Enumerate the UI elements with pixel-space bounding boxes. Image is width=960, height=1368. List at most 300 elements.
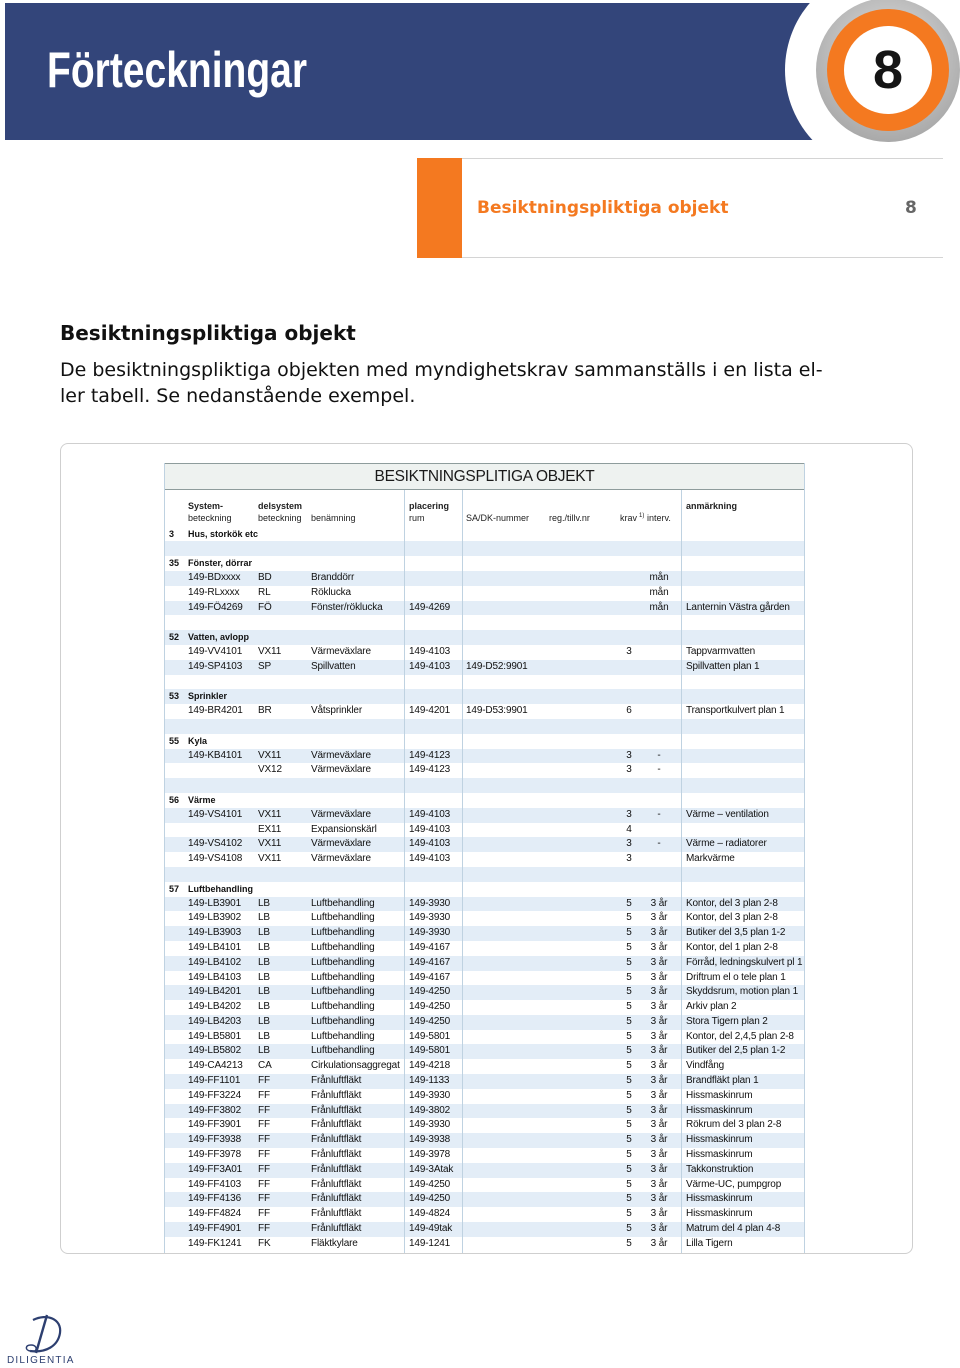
logo-text: DILIGENTIA bbox=[7, 1355, 75, 1366]
cell-del: FF bbox=[258, 1149, 270, 1161]
cell-anm: Värme – radiatorer bbox=[686, 838, 767, 850]
table-row bbox=[165, 1133, 804, 1148]
cell-group: Fönster, dörrar bbox=[188, 558, 253, 569]
cell-krav: 5 bbox=[626, 912, 632, 924]
cell-interv: 3 år bbox=[650, 1001, 668, 1013]
cell-rum: 149-5801 bbox=[409, 1030, 451, 1042]
cell-num: 35 bbox=[169, 558, 180, 569]
cell-ben: Frånluftfläkt bbox=[311, 1223, 362, 1235]
cell-ben: Luftbehandling bbox=[311, 1001, 375, 1013]
cell-sys: 149-FF3978 bbox=[188, 1149, 241, 1161]
table-row bbox=[165, 1000, 804, 1015]
cell-sys: 149-FF4824 bbox=[188, 1208, 241, 1220]
cell-sys: 149-CA4213 bbox=[188, 1060, 243, 1072]
cell-rum: 149-4103 bbox=[409, 645, 451, 657]
cell-rum: 149-1241 bbox=[409, 1237, 451, 1249]
cell-ben: Luftbehandling bbox=[311, 1030, 375, 1042]
cell-ben: Värmeväxlare bbox=[311, 764, 371, 776]
cell-interv: - bbox=[657, 838, 661, 850]
chapter-number: 8 bbox=[872, 40, 904, 100]
cell-krav: 3 bbox=[626, 764, 632, 776]
cell-sys: 149-FF3802 bbox=[188, 1104, 241, 1116]
column-divider bbox=[462, 490, 463, 1253]
cell-interv: 3 år bbox=[650, 1208, 668, 1220]
table-row bbox=[165, 1207, 804, 1222]
cell-anm: Hissmaskinrum bbox=[686, 1193, 753, 1205]
table-row bbox=[165, 660, 804, 675]
cell-anm: Värme – ventilation bbox=[686, 808, 769, 820]
spacer-row bbox=[165, 541, 804, 556]
table-row bbox=[165, 911, 804, 926]
cell-anm: Hissmaskinrum bbox=[686, 1104, 753, 1116]
cell-ben: Luftbehandling bbox=[311, 1045, 375, 1057]
chapter-title: Förteckningar bbox=[47, 42, 308, 98]
cell-krav: 3 bbox=[626, 749, 632, 761]
intro-paragraph-line: ler tabell. Se nedanstående exempel. bbox=[60, 385, 416, 407]
table-row bbox=[165, 941, 804, 956]
cell-del: FF bbox=[258, 1134, 270, 1146]
cell-rum: 149-4167 bbox=[409, 941, 451, 953]
cell-anm: Driftrum el o tele plan 1 bbox=[686, 971, 786, 983]
table-title: BESIKTNINGSPLITIGA OBJEKT bbox=[165, 463, 804, 490]
cell-sys: 149-VS4101 bbox=[188, 808, 243, 820]
cell-interv: - bbox=[657, 808, 661, 820]
cell-krav: 5 bbox=[626, 1030, 632, 1042]
cell-group: Luftbehandling bbox=[188, 883, 253, 894]
col-header-remark: anmärkning bbox=[686, 501, 738, 511]
cell-anm: Takkonstruktion bbox=[686, 1163, 754, 1175]
cell-ben: Frånluftfläkt bbox=[311, 1134, 362, 1146]
col-header-name: benämning bbox=[311, 513, 356, 523]
cell-num: 56 bbox=[169, 794, 180, 805]
cell-krav: 5 bbox=[626, 1193, 632, 1205]
cell-interv: 3 år bbox=[650, 1223, 668, 1235]
cell-num: 57 bbox=[169, 883, 180, 894]
cell-anm: Skyddsrum, motion plan 1 bbox=[686, 986, 799, 998]
column-divider bbox=[404, 490, 405, 1253]
table-row bbox=[165, 852, 804, 867]
table-row bbox=[165, 1163, 804, 1178]
cell-anm: Butiker del 3,5 plan 1-2 bbox=[686, 927, 786, 939]
cell-interv: 3 år bbox=[650, 1104, 668, 1116]
table-row bbox=[165, 926, 804, 941]
cell-ben: Branddörr bbox=[311, 571, 355, 583]
cell-sys: 149-VV4101 bbox=[188, 645, 243, 657]
cell-sys: 149-FF3A01 bbox=[188, 1163, 243, 1175]
col-header-subsystem: delsystem bbox=[258, 501, 303, 511]
cell-rum: 149-4103 bbox=[409, 853, 451, 865]
table-row bbox=[165, 1104, 804, 1119]
cell-rum: 149-3930 bbox=[409, 912, 451, 924]
cell-rum: 149-5801 bbox=[409, 1045, 451, 1057]
cell-rum: 149-4103 bbox=[409, 660, 451, 672]
cell-del: LB bbox=[258, 1001, 270, 1013]
table-row bbox=[165, 601, 804, 616]
cell-del: FF bbox=[258, 1119, 270, 1131]
cell-sadk: 149-D52:9901 bbox=[466, 660, 528, 672]
cell-krav: 5 bbox=[626, 971, 632, 983]
cell-num: 53 bbox=[169, 691, 180, 702]
cell-anm: Transportkulvert plan 1 bbox=[686, 705, 785, 717]
cell-anm: Kontor, del 3 plan 2-8 bbox=[686, 897, 778, 909]
cell-del: LB bbox=[258, 971, 270, 983]
cell-krav: 5 bbox=[626, 1149, 632, 1161]
cell-krav: 5 bbox=[626, 897, 632, 909]
cell-del: FF bbox=[258, 1104, 270, 1116]
cell-rum: 149-3930 bbox=[409, 897, 451, 909]
spacer-row bbox=[165, 675, 804, 690]
cell-sys: 149-FF4901 bbox=[188, 1223, 241, 1235]
cell-group: Sprinkler bbox=[188, 691, 228, 702]
cell-anm: Rökrum del 3 plan 2-8 bbox=[686, 1119, 782, 1131]
cell-krav: 5 bbox=[626, 1208, 632, 1220]
table-row bbox=[165, 749, 804, 764]
cell-rum: 149-4103 bbox=[409, 808, 451, 820]
cell-ben: Luftbehandling bbox=[311, 971, 375, 983]
group-header-row bbox=[165, 527, 804, 542]
cell-anm: Tappvarmvatten bbox=[686, 645, 756, 657]
col-header-requirement-label: krav bbox=[620, 513, 638, 523]
cell-ben: Röklucka bbox=[311, 586, 351, 598]
cell-del: FK bbox=[258, 1237, 271, 1249]
spacer-row bbox=[165, 719, 804, 734]
cell-rum: 149-3930 bbox=[409, 927, 451, 939]
table-row bbox=[165, 586, 804, 601]
cell-anm: Förråd, ledningskulvert pl 1 bbox=[686, 956, 803, 968]
table-row bbox=[165, 645, 804, 660]
cell-krav: 5 bbox=[626, 1060, 632, 1072]
cell-rum: 149-3802 bbox=[409, 1104, 451, 1116]
table-row bbox=[165, 571, 804, 586]
cell-interv: 3 år bbox=[650, 1149, 668, 1161]
cell-anm: Spillvatten plan 1 bbox=[686, 660, 760, 672]
cell-interv: 3 år bbox=[650, 912, 668, 924]
cell-krav: 4 bbox=[626, 823, 632, 835]
cell-sys: 149-FÖ4269 bbox=[188, 601, 243, 613]
table-row bbox=[165, 1118, 804, 1133]
cell-ben: Värmeväxlare bbox=[311, 853, 371, 865]
group-header-row bbox=[165, 793, 804, 808]
cell-ben: Luftbehandling bbox=[311, 956, 375, 968]
cell-rum: 149-4250 bbox=[409, 1001, 451, 1013]
cell-del: FF bbox=[258, 1163, 270, 1175]
cell-sys: 149-VS4102 bbox=[188, 838, 243, 850]
cell-ben: Frånluftfläkt bbox=[311, 1149, 362, 1161]
cell-rum: 149-4201 bbox=[409, 705, 451, 717]
cell-ben: Fläktkylare bbox=[311, 1237, 358, 1249]
col-header-system-sub: beteckning bbox=[188, 513, 232, 523]
table-row bbox=[165, 837, 804, 852]
intro-paragraph-line: De besiktningspliktiga objekten med myndighetskrav sammanställs i en lista el- bbox=[60, 359, 823, 381]
cell-anm: Lilla Tigern bbox=[686, 1237, 733, 1249]
cell-anm: Vindfång bbox=[686, 1060, 725, 1072]
cell-interv: 3 år bbox=[650, 1045, 668, 1057]
table-row bbox=[165, 956, 804, 971]
col-header-system: System- bbox=[188, 501, 224, 511]
table-row bbox=[165, 1192, 804, 1207]
cell-interv: 3 år bbox=[650, 1030, 668, 1042]
cell-del: FF bbox=[258, 1193, 270, 1205]
cell-sys: 149-LB4102 bbox=[188, 956, 241, 968]
cell-sys: 149-LB3901 bbox=[188, 897, 241, 909]
table-row bbox=[165, 1015, 804, 1030]
col-header-sadk-number: SA/DK-nummer bbox=[466, 513, 530, 523]
table-row bbox=[165, 985, 804, 1000]
cell-ben: Värmeväxlare bbox=[311, 838, 371, 850]
cell-del: LB bbox=[258, 941, 270, 953]
cell-rum: 149-3938 bbox=[409, 1134, 451, 1146]
col-header-subsystem-sub: beteckning bbox=[258, 513, 302, 523]
cell-interv: 3 år bbox=[650, 986, 668, 998]
cell-ben: Frånluftfläkt bbox=[311, 1089, 362, 1101]
cell-ben: Frånluftfläkt bbox=[311, 1208, 362, 1220]
cell-del: VX11 bbox=[258, 853, 282, 865]
group-header-row bbox=[165, 630, 804, 645]
cell-anm: Butiker del 2,5 plan 1-2 bbox=[686, 1045, 786, 1057]
cell-ben: Värmeväxlare bbox=[311, 645, 371, 657]
cell-rum: 149-3930 bbox=[409, 1089, 451, 1101]
cell-interv: mån bbox=[649, 571, 669, 583]
cell-interv: 3 år bbox=[650, 897, 668, 909]
cell-del: SP bbox=[258, 660, 272, 672]
cell-krav: 3 bbox=[626, 808, 632, 820]
cell-rum: 149-4250 bbox=[409, 1015, 451, 1027]
cell-del: LB bbox=[258, 912, 270, 924]
table-row bbox=[165, 897, 804, 912]
cell-krav: 3 bbox=[626, 853, 632, 865]
group-header-row bbox=[165, 556, 804, 571]
table-row bbox=[165, 808, 804, 823]
cell-ben: Fönster/röklucka bbox=[311, 601, 383, 613]
cell-krav: 5 bbox=[626, 1163, 632, 1175]
cell-ben: Våtsprinkler bbox=[311, 705, 362, 717]
table-column-header bbox=[165, 490, 804, 527]
cell-sys: 149-FF3938 bbox=[188, 1134, 241, 1146]
cell-krav: 5 bbox=[626, 1001, 632, 1013]
cell-group: Kyla bbox=[188, 735, 208, 746]
cell-interv: 3 år bbox=[650, 956, 668, 968]
cell-del: FÖ bbox=[258, 601, 272, 613]
cell-del: LB bbox=[258, 897, 270, 909]
cell-ben: Frånluftfläkt bbox=[311, 1104, 362, 1116]
cell-group: Värme bbox=[188, 794, 216, 805]
column-divider bbox=[681, 490, 682, 1253]
col-header-location: placering bbox=[409, 501, 450, 511]
cell-del: VX11 bbox=[258, 808, 282, 820]
cell-rum: 149-4167 bbox=[409, 971, 451, 983]
cell-rum: 149-1133 bbox=[409, 1075, 450, 1087]
inspection-objects-table bbox=[164, 463, 805, 1253]
cell-krav: 5 bbox=[626, 956, 632, 968]
cell-krav: 3 bbox=[626, 838, 632, 850]
cell-rum: 149-4250 bbox=[409, 1178, 451, 1190]
cell-sys: 149-LB4203 bbox=[188, 1015, 241, 1027]
cell-interv: 3 år bbox=[650, 1060, 668, 1072]
col-header-requirement-note: 1) bbox=[639, 513, 645, 519]
cell-sys: 149-FF4136 bbox=[188, 1193, 241, 1205]
cell-rum: 149-4269 bbox=[409, 601, 451, 613]
cell-ben: Expansionskärl bbox=[311, 823, 377, 835]
cell-ben: Luftbehandling bbox=[311, 1015, 375, 1027]
table-row bbox=[165, 971, 804, 986]
cell-krav: 6 bbox=[626, 705, 632, 717]
cell-ben: Luftbehandling bbox=[311, 986, 375, 998]
table-row bbox=[165, 1074, 804, 1089]
cell-anm: Hissmaskinrum bbox=[686, 1208, 753, 1220]
cell-del: FF bbox=[258, 1223, 270, 1235]
table-row bbox=[165, 1178, 804, 1193]
cell-ben: Cirkulationsaggregat bbox=[311, 1060, 400, 1072]
cell-del: LB bbox=[258, 1015, 270, 1027]
cell-anm: Hissmaskinrum bbox=[686, 1149, 753, 1161]
table-body bbox=[165, 527, 804, 1252]
cell-rum: 149-3978 bbox=[409, 1149, 451, 1161]
cell-ben: Frånluftfläkt bbox=[311, 1163, 362, 1175]
cell-sys: 149-FK1241 bbox=[188, 1237, 242, 1249]
cell-krav: 5 bbox=[626, 1119, 632, 1131]
cell-krav: 5 bbox=[626, 1178, 632, 1190]
cell-ben: Frånluftfläkt bbox=[311, 1075, 362, 1087]
cell-interv: 3 år bbox=[650, 1089, 668, 1101]
cell-anm: Hissmaskinrum bbox=[686, 1134, 753, 1146]
cell-interv: mån bbox=[649, 601, 669, 613]
section-tab-title: Besiktningspliktiga objekt bbox=[477, 198, 729, 218]
cell-del: LB bbox=[258, 1030, 270, 1042]
cell-rum: 149-4123 bbox=[409, 749, 451, 761]
cell-anm: Markvärme bbox=[686, 853, 735, 865]
cell-ben: Värmeväxlare bbox=[311, 749, 371, 761]
table-row bbox=[165, 1237, 804, 1252]
cell-rum: 149-4123 bbox=[409, 764, 451, 776]
cell-sys: 149-LB5802 bbox=[188, 1045, 241, 1057]
cell-del: BD bbox=[258, 571, 272, 583]
cell-del: FF bbox=[258, 1075, 270, 1087]
cell-interv: 3 år bbox=[650, 1015, 668, 1027]
section-page-number: 8 bbox=[905, 198, 917, 218]
cell-ben: Luftbehandling bbox=[311, 927, 375, 939]
cell-del: VX11 bbox=[258, 749, 282, 761]
cell-interv: 3 år bbox=[650, 941, 668, 953]
table-row bbox=[165, 1059, 804, 1074]
cell-interv: 3 år bbox=[650, 971, 668, 983]
table-row bbox=[165, 1222, 804, 1237]
cell-ben: Frånluftfläkt bbox=[311, 1178, 362, 1190]
cell-interv: 3 år bbox=[650, 1119, 668, 1131]
cell-sys: 149-RLxxxx bbox=[188, 586, 240, 598]
cell-sys: 149-KB4101 bbox=[188, 749, 243, 761]
cell-krav: 5 bbox=[626, 1134, 632, 1146]
cell-anm: Lanternin Västra gården bbox=[686, 601, 790, 613]
cell-sys: 149-FF4103 bbox=[188, 1178, 241, 1190]
cell-sadk: 149-D53:9901 bbox=[466, 705, 528, 717]
cell-group: Hus, storkök etc bbox=[188, 528, 259, 539]
table-row bbox=[165, 1089, 804, 1104]
section-heading: Besiktningspliktiga objekt bbox=[60, 321, 356, 345]
cell-ben: Frånluftfläkt bbox=[311, 1193, 362, 1205]
cell-krav: 5 bbox=[626, 1089, 632, 1101]
cell-krav: 5 bbox=[626, 986, 632, 998]
cell-interv: - bbox=[657, 749, 661, 761]
cell-interv: - bbox=[657, 764, 661, 776]
cell-del: EX11 bbox=[258, 823, 282, 835]
cell-num: 52 bbox=[169, 632, 180, 643]
section-tab-top-rule bbox=[462, 158, 943, 159]
group-header-row bbox=[165, 734, 804, 749]
cell-sys: 149-FF3901 bbox=[188, 1119, 241, 1131]
cell-del: VX12 bbox=[258, 764, 282, 776]
cell-krav: 3 bbox=[626, 645, 632, 657]
cell-num: 3 bbox=[169, 528, 175, 539]
cell-anm: Kontor, del 2,4,5 plan 2-8 bbox=[686, 1030, 794, 1042]
table-row bbox=[165, 704, 804, 719]
cell-anm: Matrum del 4 plan 4-8 bbox=[686, 1223, 781, 1235]
cell-anm: Hissmaskinrum bbox=[686, 1089, 753, 1101]
cell-sys: 149-LB3902 bbox=[188, 912, 241, 924]
col-header-requirement bbox=[620, 512, 644, 524]
spacer-row bbox=[165, 778, 804, 793]
cell-del: LB bbox=[258, 1045, 270, 1057]
cell-anm: Värme-UC, pumpgrop bbox=[686, 1178, 782, 1190]
cell-del: LB bbox=[258, 986, 270, 998]
cell-krav: 5 bbox=[626, 1223, 632, 1235]
cell-rum: 149-4103 bbox=[409, 823, 451, 835]
cell-del: FF bbox=[258, 1208, 270, 1220]
cell-group: Vatten, avlopp bbox=[188, 632, 250, 643]
table-row bbox=[165, 823, 804, 838]
cell-sys: 149-BDxxxx bbox=[188, 571, 241, 583]
cell-sys: 149-FF1101 bbox=[188, 1075, 241, 1087]
cell-sys: 149-LB5801 bbox=[188, 1030, 241, 1042]
cell-rum: 149-3Atak bbox=[409, 1163, 454, 1175]
col-header-reg-number: reg./tillv.nr bbox=[549, 513, 590, 523]
cell-rum: 149-4167 bbox=[409, 956, 451, 968]
cell-interv: 3 år bbox=[650, 1075, 668, 1087]
cell-anm: Arkiv plan 2 bbox=[686, 1001, 737, 1013]
cell-anm: Stora Tigern plan 2 bbox=[686, 1015, 768, 1027]
cell-rum: 149-49tak bbox=[409, 1223, 453, 1235]
group-header-row bbox=[165, 882, 804, 897]
cell-interv: 3 år bbox=[650, 1163, 668, 1175]
cell-rum: 149-4250 bbox=[409, 1193, 451, 1205]
cell-del: FF bbox=[258, 1178, 270, 1190]
cell-sys: 149-LB4201 bbox=[188, 986, 241, 998]
cell-rum: 149-4218 bbox=[409, 1060, 451, 1072]
group-header-row bbox=[165, 689, 804, 704]
cell-sys: 149-LB3903 bbox=[188, 927, 241, 939]
cell-anm: Brandfläkt plan 1 bbox=[686, 1075, 759, 1087]
cell-anm: Kontor, del 3 plan 2-8 bbox=[686, 912, 778, 924]
cell-del: BR bbox=[258, 705, 272, 717]
cell-del: FF bbox=[258, 1089, 270, 1101]
cell-sys: 149-LB4202 bbox=[188, 1001, 241, 1013]
cell-sys: 149-VS4108 bbox=[188, 853, 243, 865]
cell-ben: Värmeväxlare bbox=[311, 808, 371, 820]
cell-del: LB bbox=[258, 956, 270, 968]
cell-interv: mån bbox=[649, 586, 669, 598]
cell-del: VX11 bbox=[258, 645, 282, 657]
spacer-row bbox=[165, 867, 804, 882]
col-header-room: rum bbox=[409, 513, 425, 523]
cell-ben: Luftbehandling bbox=[311, 897, 375, 909]
cell-krav: 5 bbox=[626, 1104, 632, 1116]
cell-krav: 5 bbox=[626, 1045, 632, 1057]
cell-krav: 5 bbox=[626, 1015, 632, 1027]
cell-rum: 149-4250 bbox=[409, 986, 451, 998]
cell-interv: 3 år bbox=[650, 1178, 668, 1190]
cell-ben: Luftbehandling bbox=[311, 941, 375, 953]
cell-ben: Frånluftfläkt bbox=[311, 1119, 362, 1131]
table-row bbox=[165, 1030, 804, 1045]
